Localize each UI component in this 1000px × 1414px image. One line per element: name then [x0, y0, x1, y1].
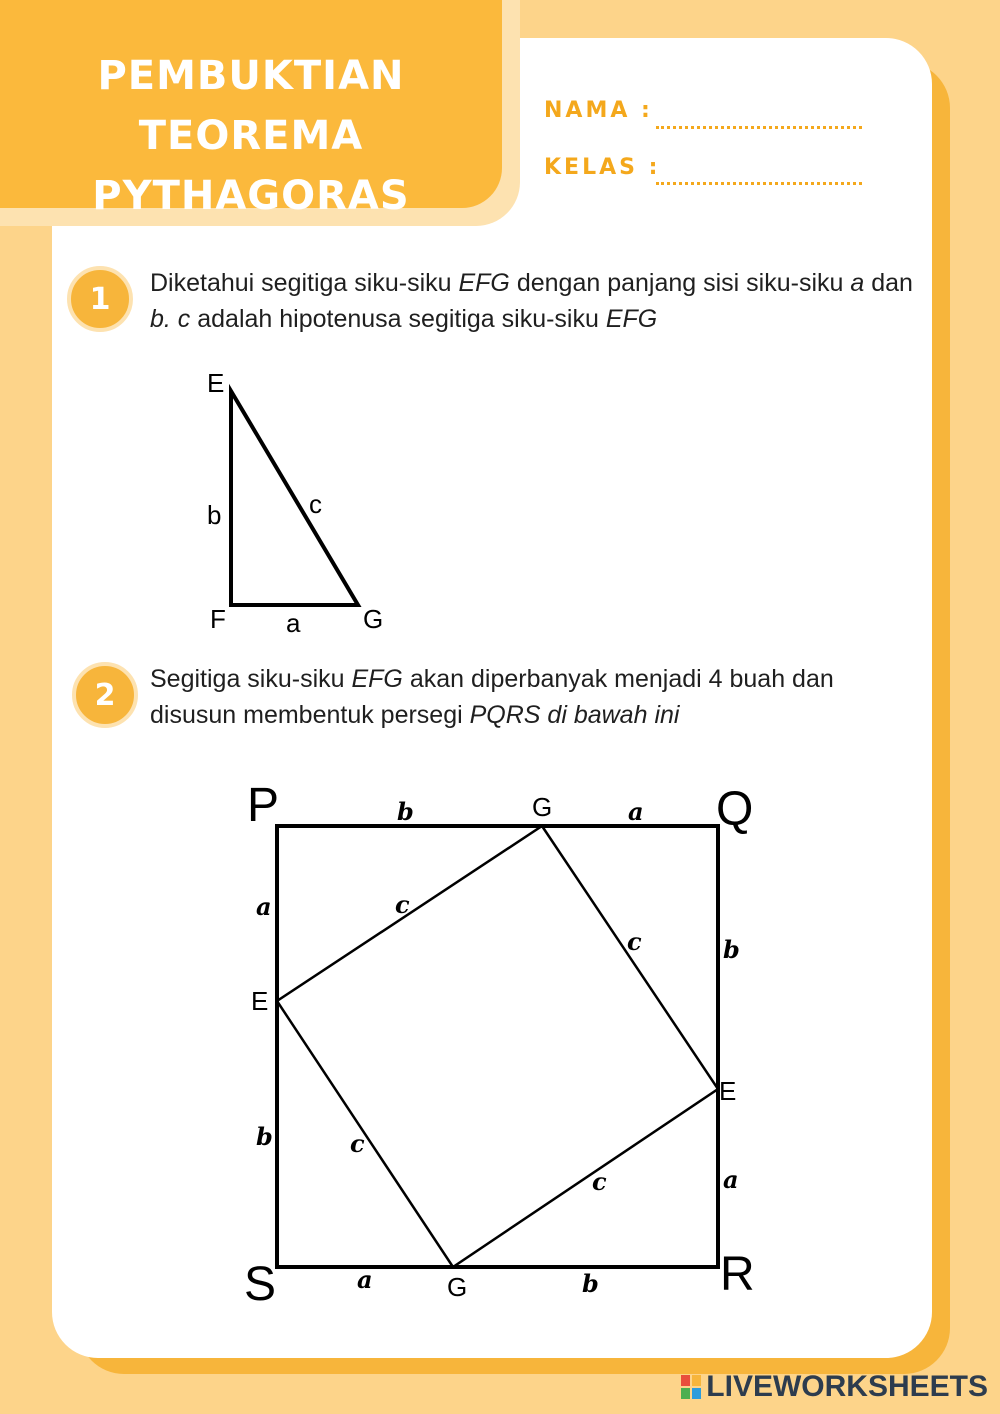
square-pqrs — [277, 826, 718, 1267]
corner-r: R — [720, 1248, 755, 1301]
label-bottom-a: a — [357, 1265, 373, 1294]
corner-q: Q — [716, 783, 754, 836]
logo-block — [681, 1375, 690, 1386]
corner-p: P — [247, 779, 280, 832]
triangle-side-c: c — [309, 489, 322, 519]
triangle-efg-figure — [190, 360, 430, 650]
liveworksheets-icon — [680, 1374, 702, 1400]
label-right-b: b — [723, 935, 740, 964]
q1-text-italic: b. c — [150, 305, 191, 333]
q2-text-part: akan diperbanyak menjadi 4 buah dan disusun membentuk persegi — [150, 665, 834, 729]
kelas-input-line[interactable] — [656, 182, 862, 185]
inner-square-c — [277, 826, 718, 1267]
kelas-label: KELAS : — [544, 155, 661, 180]
label-bottom-b: b — [582, 1269, 599, 1298]
square-pqrs-figure — [0, 760, 1000, 1320]
triangle-vertex-g: G — [363, 604, 384, 634]
logo-block — [681, 1388, 690, 1399]
corner-s: S — [244, 1258, 277, 1311]
label-right-a: a — [723, 1165, 739, 1194]
vertex-right-e: E — [719, 1076, 737, 1106]
q1-text-part: Diketahui segitiga siku-siku — [150, 269, 459, 297]
label-c-bottom-left: c — [350, 1129, 365, 1158]
nama-input-line[interactable] — [656, 126, 862, 129]
triangle-vertex-f: F — [210, 604, 226, 634]
question-1-text — [150, 265, 920, 337]
label-c-bottom-right: c — [592, 1167, 607, 1196]
page-title — [0, 46, 502, 226]
q1-text-part: dan — [864, 269, 913, 297]
title-line-1: PEMBUKTIAN TEOREMA — [97, 53, 405, 159]
nama-label: NAMA : — [544, 98, 653, 123]
q1-text-part: dengan panjang sisi siku-siku — [509, 269, 851, 297]
title-line-2: PYTHAGORAS — [92, 173, 410, 219]
liveworksheets-logo[interactable] — [680, 1370, 988, 1404]
triangle-side-b: b — [207, 500, 222, 530]
triangle-vertex-e: E — [207, 368, 225, 398]
liveworksheets-text: LIVEWORKSHEETS — [706, 1370, 988, 1403]
q2-text-italic: EFG — [351, 665, 403, 693]
triangle-efg — [231, 391, 358, 605]
label-top-b: b — [397, 797, 414, 826]
logo-block — [692, 1388, 701, 1399]
triangle-side-a: a — [286, 608, 301, 638]
vertex-left-e: E — [251, 986, 269, 1016]
question-2-number: 2 — [72, 662, 138, 728]
label-top-a: a — [628, 797, 644, 826]
question-1-number: 1 — [67, 266, 133, 332]
q1-text-italic: a — [850, 269, 865, 297]
vertex-top-g: G — [532, 792, 553, 822]
q2-text-italic: PQRS di bawah ini — [469, 701, 680, 729]
q1-text-italic: EFG — [605, 305, 658, 333]
vertex-bottom-g: G — [447, 1272, 468, 1302]
q1-text-italic: EFG — [458, 269, 510, 297]
logo-block — [692, 1375, 701, 1386]
label-left-a: a — [256, 892, 272, 921]
label-left-b: b — [256, 1122, 273, 1151]
question-2-text — [150, 661, 920, 733]
label-c-top-right: c — [627, 927, 642, 956]
q2-text-part: Segitiga siku-siku — [150, 665, 352, 693]
label-c-top-left: c — [395, 890, 410, 919]
q1-text-part: adalah hipotenusa segitiga siku-siku — [190, 305, 606, 333]
